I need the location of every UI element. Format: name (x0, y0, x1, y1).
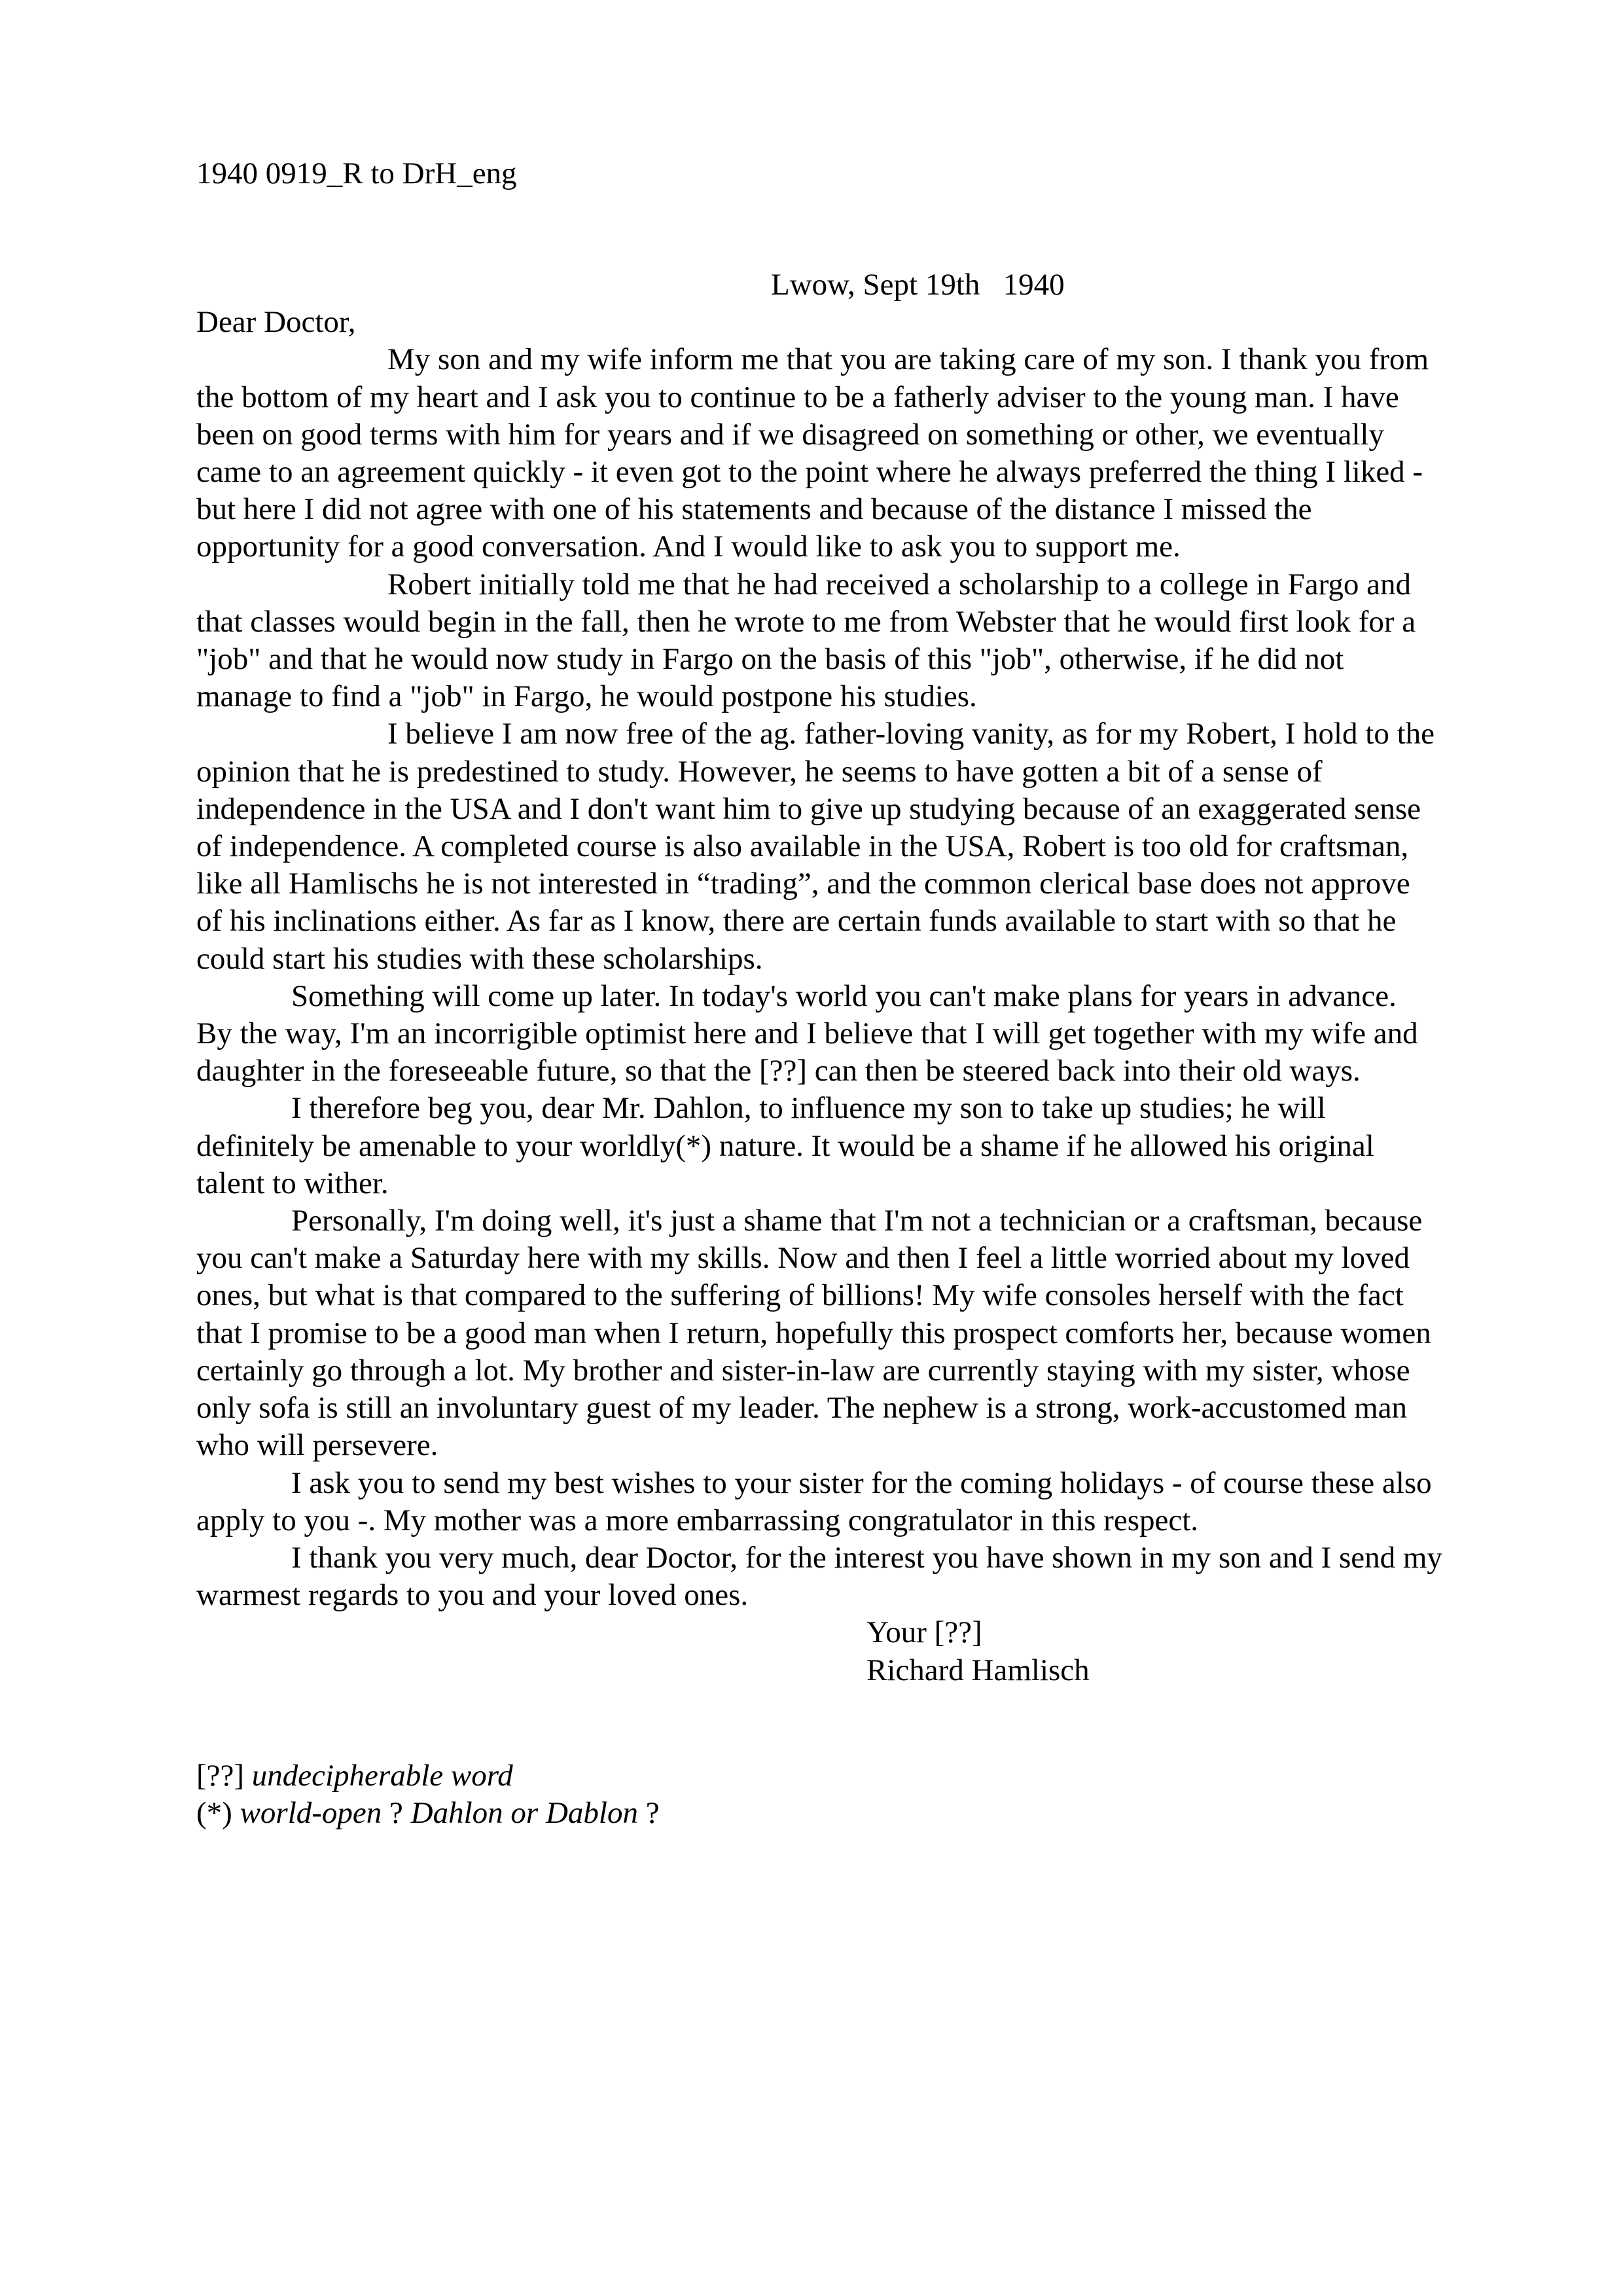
paragraph-line: could start his studies with these scholarships. (196, 941, 763, 976)
closing: Your [??] (866, 1615, 982, 1650)
letter-paragraphs (196, 341, 1564, 1614)
paragraph-line: independence in the USA and I don't want him to give up studying because of an exaggerated sense (196, 791, 1421, 826)
footnote-marker: (*) (196, 1796, 232, 1830)
paragraph-line: but here I did not agree with one of his statements and because of the distance I missed the (196, 492, 1312, 527)
paragraph-line: definitely be amenable to your worldly(*) nature. It would be a shame if he allowed his original (196, 1128, 1374, 1163)
letter-body (196, 266, 1564, 1689)
paragraph-line: of independence. A completed course is also available in the USA, Robert is too old for craftsman, (196, 829, 1409, 864)
paragraph-line: By the way, I'm an incorrigible optimist here and I believe that I will get together with my wife and (196, 1016, 1418, 1051)
paragraph-line: been on good terms with him for years and if we disagreed on something or other, we eventually (196, 417, 1384, 452)
paragraph-line: Robert initially told me that he had received a scholarship to a college in Fargo and (387, 567, 1412, 601)
paragraph-line: of his inclinations either. As far as I know, there are certain funds available to start with so that he (196, 904, 1397, 939)
paragraph-line: that I promise to be a good man when I return, hopefully this prospect comforts her, because women (196, 1316, 1431, 1350)
paragraph-line: Personally, I'm doing well, it's just a shame that I'm not a technician or a craftsman, because (291, 1204, 1423, 1238)
signature: Richard Hamlisch (866, 1653, 1090, 1687)
paragraph-line: you can't make a Saturday here with my skills. Now and then I feel a little worried about my loved (196, 1241, 1410, 1276)
footnote-question: ? (389, 1796, 403, 1830)
footnote-text: undecipherable word (251, 1759, 513, 1793)
paragraph-line: I ask you to send my best wishes to your sister for the coming holidays - of course these also (291, 1465, 1432, 1500)
letter-paragraph (196, 341, 1564, 565)
paragraph-line: My son and my wife inform me that you are taking care of my son. I thank you from (387, 342, 1429, 377)
paragraph-line: manage to find a "job" in Fargo, he would postpone his studies. (196, 679, 977, 714)
letter-paragraph (196, 1539, 1564, 1614)
paragraph-line: opportunity for a good conversation. And I would like to ask you to support me. (196, 529, 1181, 564)
document-reference: 1940 0919_R to DrH_eng (196, 156, 517, 190)
paragraph-line: who will persevere. (196, 1428, 438, 1463)
letter-paragraph (196, 1090, 1564, 1202)
paragraph-line: Something will come up later. In today's world you can't make plans for years in advance. (291, 978, 1397, 1013)
footnotes (196, 1757, 660, 1832)
paragraph-line: ones, but what is that compared to the suffering of billions! My wife consoles herself with the fact (196, 1278, 1404, 1313)
paragraph-line: came to an agreement quickly - it even got to the point where he always preferred the thing I liked - (196, 455, 1423, 490)
paragraph-line: daughter in the foreseeable future, so that the [??] can then be steered back into their old ways. (196, 1054, 1361, 1088)
letter-paragraph (196, 978, 1564, 1090)
salutation: Dear Doctor, (196, 305, 356, 340)
paragraph-line: apply to you -. My mother was a more embarrassing congratulator in this respect. (196, 1503, 1199, 1537)
letter-paragraph (196, 715, 1564, 977)
footnote-marker: [??] (196, 1759, 245, 1793)
paragraph-line: "job" and that he would now study in Fargo on the basis of this "job", otherwise, if he did not (196, 642, 1344, 677)
paragraph-line: I therefore beg you, dear Mr. Dahlon, to influence my son to take up studies; he will (291, 1091, 1326, 1126)
letter-paragraph (196, 1465, 1564, 1539)
paragraph-line: that classes would begin in the fall, then he wrote to me from Webster that he would first look for a (196, 604, 1416, 639)
paragraph-line: I thank you very much, dear Doctor, for the interest you have shown in my son and I send my (291, 1540, 1442, 1575)
footnote-1 (196, 1757, 660, 1795)
paragraph-line: I believe I am now free of the ag. father-loving vanity, as for my Robert, I hold to the (387, 717, 1435, 751)
letter-paragraph (196, 1202, 1564, 1464)
dateline: Lwow, Sept 19th 1940 (771, 268, 1065, 302)
paragraph-line: like all Hamlischs he is not interested in “trading”, and the common clerical base does not approve (196, 867, 1410, 901)
footnote-2 (196, 1795, 660, 1832)
footnote-text: world-open (240, 1796, 382, 1830)
paragraph-line: only sofa is still an involuntary guest of my leader. The nephew is a strong, work-accustomed man (196, 1391, 1408, 1426)
paragraph-line: certainly go through a lot. My brother and sister-in-law are currently staying with my sister, whose (196, 1353, 1410, 1388)
paragraph-line: talent to wither. (196, 1166, 389, 1200)
paragraph-line: warmest regards to you and your loved ones. (196, 1578, 749, 1613)
footnote-question: ? (645, 1796, 660, 1830)
paragraph-line: the bottom of my heart and I ask you to continue to be a fatherly adviser to the young man. I have (196, 380, 1399, 414)
letter-paragraph (196, 566, 1564, 716)
paragraph-line: opinion that he is predestined to study. However, he seems to have gotten a bit of a sense of (196, 754, 1323, 789)
footnote-text: Dahlon or Dablon (410, 1796, 638, 1830)
